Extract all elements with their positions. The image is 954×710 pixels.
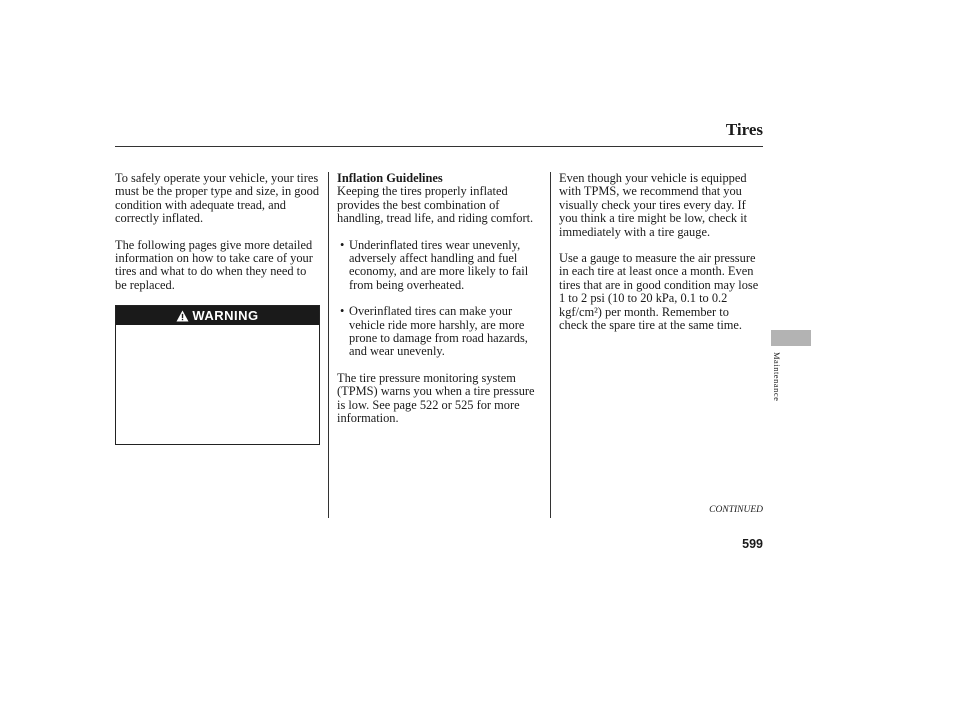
bullet-text: Overinflated tires can make your vehicle ride more harshly, are more prone to damage from road hazards, and wear unevenly. <box>349 304 528 359</box>
intro-paragraph: The following pages give more detailed information on how to take care of your tires and what to do when they need to be replaced. <box>115 237 313 292</box>
section-tab <box>771 330 811 346</box>
check-paragraph: Even though your vehicle is equipped with TPMS, we recommend that you visually check your tires every day. If you think a tire might be low, check it immediately with a tire gauge. <box>559 171 748 239</box>
column-divider <box>328 172 329 518</box>
intro-paragraph: To safely operate your vehicle, your tires must be the proper type and size, in good condition with adequate tread, and correctly inflated. <box>115 171 320 226</box>
bullet-text: Underinflated tires wear unevenly, adversely affect handling and fuel economy, and are more likely to fail from being overheated. <box>349 237 529 292</box>
check-paragraph: Use a gauge to measure the air pressure in each tire at least once a month. Even tires that are in good condition may lose 1 to 2 psi (10 to 20 kPa, 0.1 to 0.2 kgf/cm²) per month. Remember to check the spare tire at the same time. <box>559 251 759 333</box>
title-rule <box>115 146 763 147</box>
section-heading: Inflation Guidelines <box>337 171 443 185</box>
bullet-dot: • <box>340 304 345 319</box>
column-check <box>559 172 759 345</box>
warning-triangle-icon <box>176 310 189 322</box>
tpms-paragraph: The tire pressure monitoring system (TPMS) warns you when a tire pressure is low. See page 522 or 525 for more information. <box>337 370 535 426</box>
inflation-intro: Keeping the tires properly inflated provides the best combination of handling, tread life, and riding comfort. <box>337 184 534 226</box>
column-inflation <box>337 172 543 439</box>
bullet-dot: • <box>340 237 345 252</box>
bullet-item <box>337 305 543 359</box>
bullet-item <box>337 239 543 293</box>
page-title: Tires <box>725 120 763 139</box>
column-divider <box>550 172 551 518</box>
column-intro <box>115 172 320 305</box>
continued-label: CONTINUED <box>709 505 763 515</box>
warning-banner <box>116 306 319 325</box>
warning-box <box>115 305 320 445</box>
page-number: 599 <box>742 537 763 551</box>
warning-label: WARNING <box>192 308 259 323</box>
section-side-label: Maintenance <box>772 352 782 402</box>
